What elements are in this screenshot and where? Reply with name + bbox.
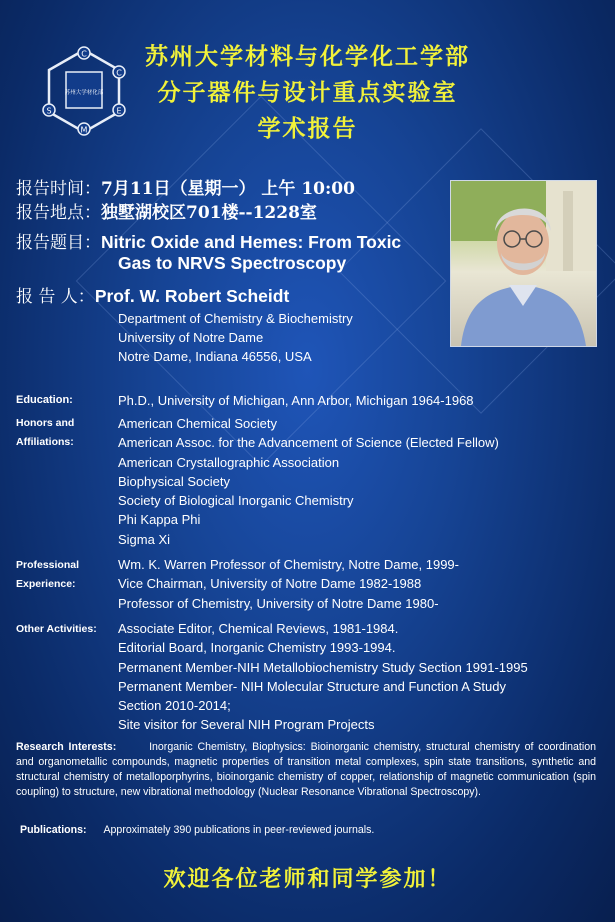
experience-item: Vice Chairman, University of Notre Dame 1982-1988	[118, 576, 422, 592]
honors-item: Biophysical Society	[118, 473, 230, 489]
honors-item: Phi Kappa Phi	[118, 512, 201, 528]
time-label: 报告时间：	[16, 179, 101, 199]
welcome-message: 欢迎各位老师和同学参加！	[163, 866, 452, 892]
header-line-3: 学术报告	[257, 115, 358, 142]
education-label: Education:	[16, 394, 73, 406]
logo-text: 苏州大学材化部	[64, 90, 104, 96]
topic-label: 报告题目：	[16, 233, 101, 253]
education-list	[118, 391, 474, 410]
time-value: 7月11日（星期一） 上午 10:00	[101, 179, 355, 199]
header-line-2: 分子器件与设计重点实验室	[157, 79, 458, 106]
topic-row	[16, 228, 401, 253]
honors-item: Sigma Xi	[118, 531, 171, 547]
activities-item: Editorial Board, Inorganic Chemistry 1993-1994.	[118, 640, 396, 656]
education-item: Ph.D., University of Michigan, Ann Arbor, Michigan 1964-1968	[118, 393, 474, 408]
experience-item: Wm. K. Warren Professor of Chemistry, Notre Dame, 1999-	[118, 557, 459, 572]
honors-label-line-2: Affiliations:	[16, 436, 74, 448]
experience-label-line-2: Experience:	[16, 578, 76, 590]
affiliation-block	[118, 309, 353, 366]
research-text: Inorganic Chemistry, Biophysics: Bioinorganic chemistry, structural chemistry of coordination and organometallic compounds, magnetic properties of transition metal complexes, spin state transitions, synthetic and structural chemistry of metalloporphyrins, bioinorganic chemistry of copper, relationship of magnetic communication (spin coupling) to structure, new vibrational methodology (Nuclear Resonance Vibrational Spectroscopy).	[16, 741, 596, 798]
logo-letter-4: M	[80, 125, 88, 135]
logo-letter-3: E	[116, 106, 122, 116]
place-value: 独墅湖校区701楼--1228室	[101, 203, 317, 223]
topic-line-1: Nitric Oxide and Hemes: From Toxic	[101, 232, 402, 252]
activities-list	[118, 619, 528, 735]
activities-item: Associate Editor, Chemical Reviews, 1981-1984.	[118, 621, 399, 636]
time-row	[16, 174, 355, 199]
honors-list	[118, 414, 499, 549]
honors-label-line-1: Honors and	[16, 417, 75, 429]
affiliation-line: University of Notre Dame	[118, 330, 264, 345]
honors-item: American Assoc. for the Advancement of Science (Elected Fellow)	[118, 435, 499, 451]
affiliation-line: Notre Dame, Indiana 46556, USA	[118, 349, 312, 364]
honors-item: American Crystallographic Association	[118, 454, 340, 470]
header-line-1: 苏州大学材料与化学化工学部	[145, 43, 470, 70]
publications-row	[20, 823, 600, 838]
experience-label-line-1: Professional	[16, 559, 80, 571]
topic-row-2	[118, 253, 346, 274]
research-paragraph	[16, 740, 596, 800]
honors-item: American Chemical Society	[118, 416, 277, 431]
experience-label	[16, 556, 79, 594]
activities-label: Other Activities:	[16, 623, 97, 635]
affiliation-line: Department of Chemistry & Biochemistry	[118, 311, 353, 326]
publications-label: Publications:	[20, 824, 87, 836]
activities-item: Section 2010-2014;	[118, 698, 231, 714]
activities-item: Site visitor for Several NIH Program Projects	[118, 717, 375, 733]
logo-letter-5: S	[46, 106, 52, 116]
experience-list	[118, 555, 459, 613]
topic-line-2: Gas to NRVS Spectroscopy	[118, 253, 347, 273]
speaker-label: 报 告 人：	[16, 287, 95, 307]
publications-text: Approximately 390 publications in peer-reviewed journals.	[103, 824, 375, 836]
speaker-photo	[450, 180, 597, 347]
activities-item: Permanent Member- NIH Molecular Structure and Function A Study	[118, 678, 507, 694]
speaker-row	[16, 282, 289, 307]
logo-letter-2: C	[116, 68, 122, 78]
logo-letter-1: C	[81, 49, 87, 59]
research-label: Research Interests:	[16, 741, 117, 753]
honors-item: Society of Biological Inorganic Chemistry	[118, 493, 354, 509]
speaker-name: Prof. W. Robert Scheidt	[94, 286, 290, 306]
place-row	[16, 198, 317, 223]
activities-item: Permanent Member-NIH Metallobiochemistry Study Section 1991-1995	[118, 659, 528, 675]
honors-label	[16, 414, 74, 452]
place-label: 报告地点：	[16, 203, 101, 223]
experience-item: Professor of Chemistry, University of Notre Dame 1980-	[118, 595, 439, 611]
